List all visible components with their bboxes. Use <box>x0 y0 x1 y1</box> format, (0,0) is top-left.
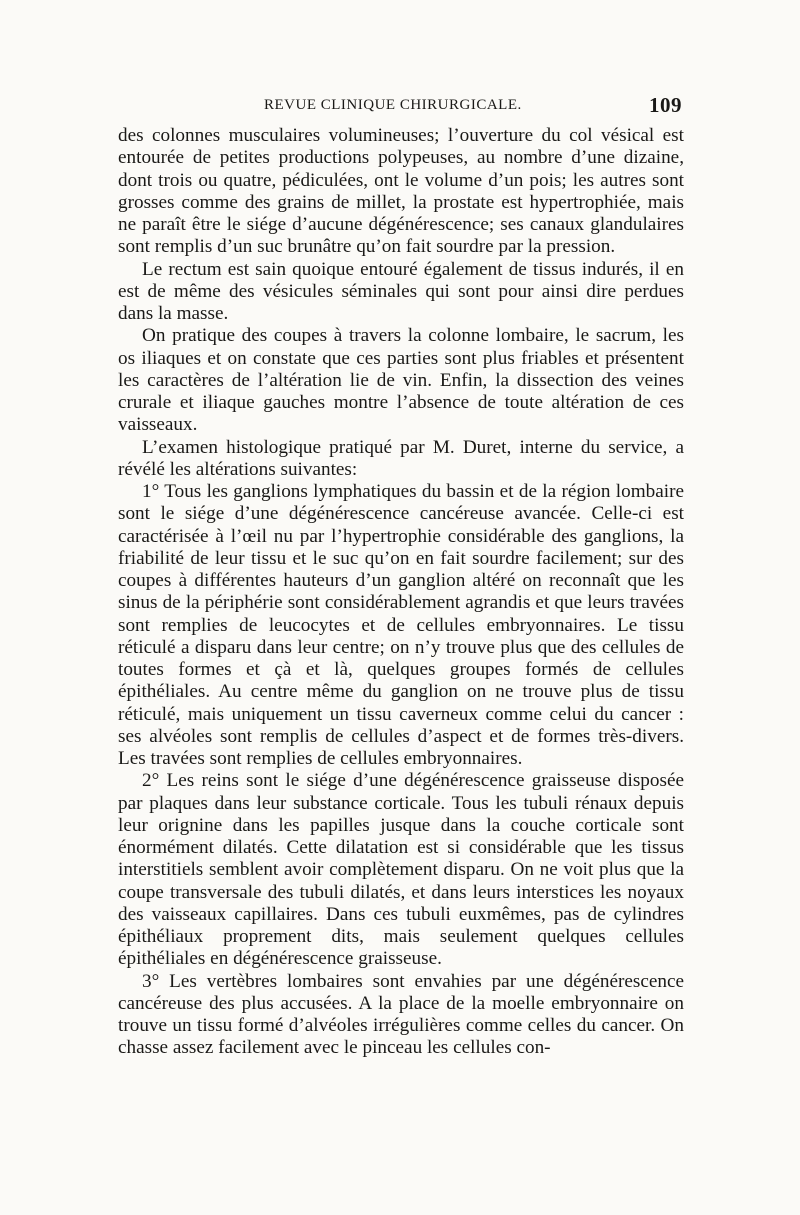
paragraph-coupes: On pratique des coupes à travers la colonne lombaire, le sacrum, les os iliaques et on constate que ces parties sont plus friables et présentent les caractères de l’altération lie de vin. Enfin, la dissection des veines crurale et iliaque gauches montre l’absence de toute altération de ces vaisseaux. <box>118 325 684 436</box>
paragraph-rectum: Le rectum est sain quoique entouré également de tissus indurés, il en est de même des vésicules séminales qui sont pour ainsi dire perdues dans la masse. <box>118 258 684 324</box>
body-text <box>118 125 684 1060</box>
page-number: 109 <box>649 93 682 117</box>
running-head: REVUE CLINIQUE CHIRURGICALE. <box>264 97 522 113</box>
page-header <box>118 93 686 121</box>
paragraph-examen: L’examen histologique pratiqué par M. Duret, interne du service, a révélé les altérations suivantes: <box>118 436 684 480</box>
paragraph-ganglions: 1° Tous les ganglions lymphatiques du bassin et de la région lombaire sont le siége d’une dégénérescence cancéreuse avancée. Celle-ci est caractérisée à l’œil nu par l’hypertrophie considérable des ganglions, la friabilité de leur tissu et le suc qu’on en fait sourdre facilement; sur des coupes à différentes hauteurs d’un ganglion altéré on reconnaît que les sinus de la périphérie sont considérablement agrandis et que leurs travées sont remplies de leucocytes et de cellules embryonnaires. Le tissu réticulé a disparu dans leur centre; on n’y trouve plus que des cellules de toutes formes et çà et là, quelques groupes formés de cellules épithéliales. Au centre même du ganglion on ne trouve plus de tissu réticulé, mais uniquement un tissu caverneux comme celui du cancer : ses alvéoles sont remplis de cellules d’aspect et de formes très-divers. Les travées sont remplies de cellules embryonnaires. <box>118 481 684 769</box>
paragraph-vertebres: 3° Les vertèbres lombaires sont envahies par une dégénérescence cancéreuse des plus accusées. A la place de la moelle embryonnaire on trouve un tissu formé d’alvéoles irrégulières comme celles du cancer. On chasse assez facilement avec le pinceau les cellules con- <box>118 970 684 1059</box>
paragraph-reins: 2° Les reins sont le siége d’une dégénérescence graisseuse disposée par plaques dans leur substance corticale. Tous les tubuli rénaux depuis leur orignine dans les papilles jusque dans la couche corticale sont énormément dilatés. Cette dilatation est si considérable que les tissus interstitiels semblent avoir complètement disparu. On ne voit plus que la coupe transversale des tubuli dilatés, et dans leurs interstices les noyaux des vaisseaux capillaires. Dans ces tubuli euxmêmes, pas de cylindres épithéliaux proprement dits, mais seulement quelques cellules épithéliales en dégénérescence graisseuse. <box>118 770 684 970</box>
paragraph-continued: des colonnes musculaires volumineuses; l’ouverture du col vésical est entourée de petites productions polypeuses, au nombre d’une dizaine, dont trois ou quatre, pédiculées, ont le volume d’un pois; les autres sont grosses comme des grains de millet, la prostate est hypertrophiée, mais ne paraît être le siége d’aucune dégénérescence; ses canaux glandulaires sont remplis d’un suc brunâtre qu’on fait sourdre par la pression. <box>118 125 684 258</box>
